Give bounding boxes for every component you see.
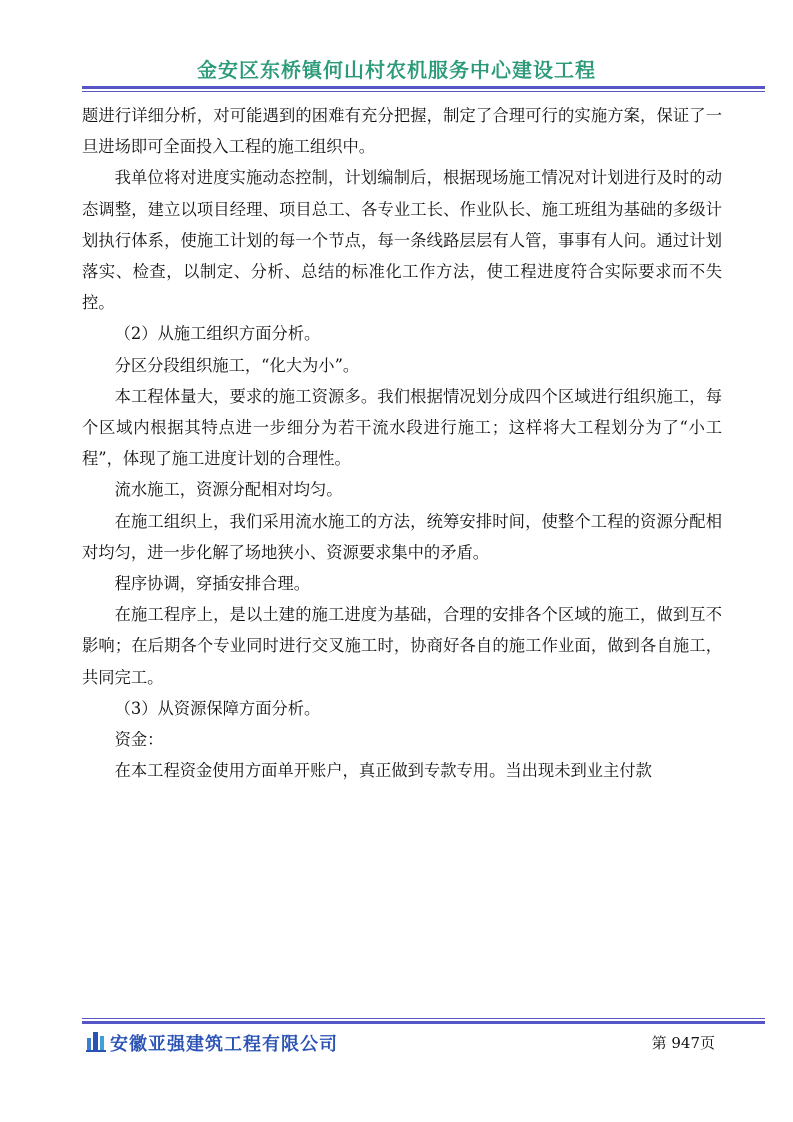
paragraph: 在施工程序上，是以土建的施工进度为基础，合理的安排各个区域的施工，做到互不影响；在后期各个专业同时进行交叉施工时，协商好各自的施工作业面，做到各自施工，共同完工。 [82, 605, 722, 687]
header-title: 金安区东桥镇何山村农机服务中心建设工程 [197, 58, 596, 82]
paragraph: 程序协调，穿插安排合理。 [114, 574, 310, 594]
paragraph: 题进行详细分析，对可能遇到的困难有充分把握，制定了合理可行的实施方案，保证了一旦进场即可全面投入工程的施工组织中。 [82, 106, 722, 157]
footer-rule [82, 1018, 765, 1024]
paragraph: 在本工程资金使用方面单开账户，真正做到专款专用。当出现未到业主付款 [114, 761, 652, 781]
paragraph: 本工程体量大，要求的施工资源多。我们根据情况划分成四个区域进行组织施工，每个区域内根据其特点进一步细分为若干流水段进行施工；这样将大工程划分为了“小工程”，体现了施工进度计划的合理性。 [82, 386, 722, 469]
paragraph: 流水施工，资源分配相对均匀。 [114, 480, 343, 500]
header-rule [82, 86, 765, 92]
section-heading: （3）从资源保障方面分析。 [114, 698, 321, 718]
paragraph: 资金： [114, 730, 164, 750]
page-number: 第 947页 [651, 1034, 715, 1052]
paragraph: 分区分段组织施工，“化大为小”。 [114, 355, 360, 375]
section-heading: （2）从施工组织方面分析。 [114, 324, 321, 344]
paragraph: 在施工组织上，我们采用流水施工的方法，统筹安排时间，使整个工程的资源分配相对均匀，进一步化解了场地狭小、资源要求集中的矛盾。 [82, 511, 722, 562]
paragraph: 我单位将对进度实施动态控制，计划编制后，根据现场施工情况对计划进行及时的动态调整，建立以项目经理、项目总工、各专业工长、作业队长、施工班组为基础的多级计划执行体系，使施工计划的每一个节点，每一条线路层层有人管，事事有人问。通过计划落实、检查，以制定、分析、总结的标准化工作方法，使工程进度符合实际要求而不失控。 [82, 168, 722, 313]
body-text [82, 100, 722, 786]
building-logo-icon [86, 1030, 106, 1052]
footer-company: 安徽亚强建筑工程有限公司 [110, 1034, 338, 1055]
